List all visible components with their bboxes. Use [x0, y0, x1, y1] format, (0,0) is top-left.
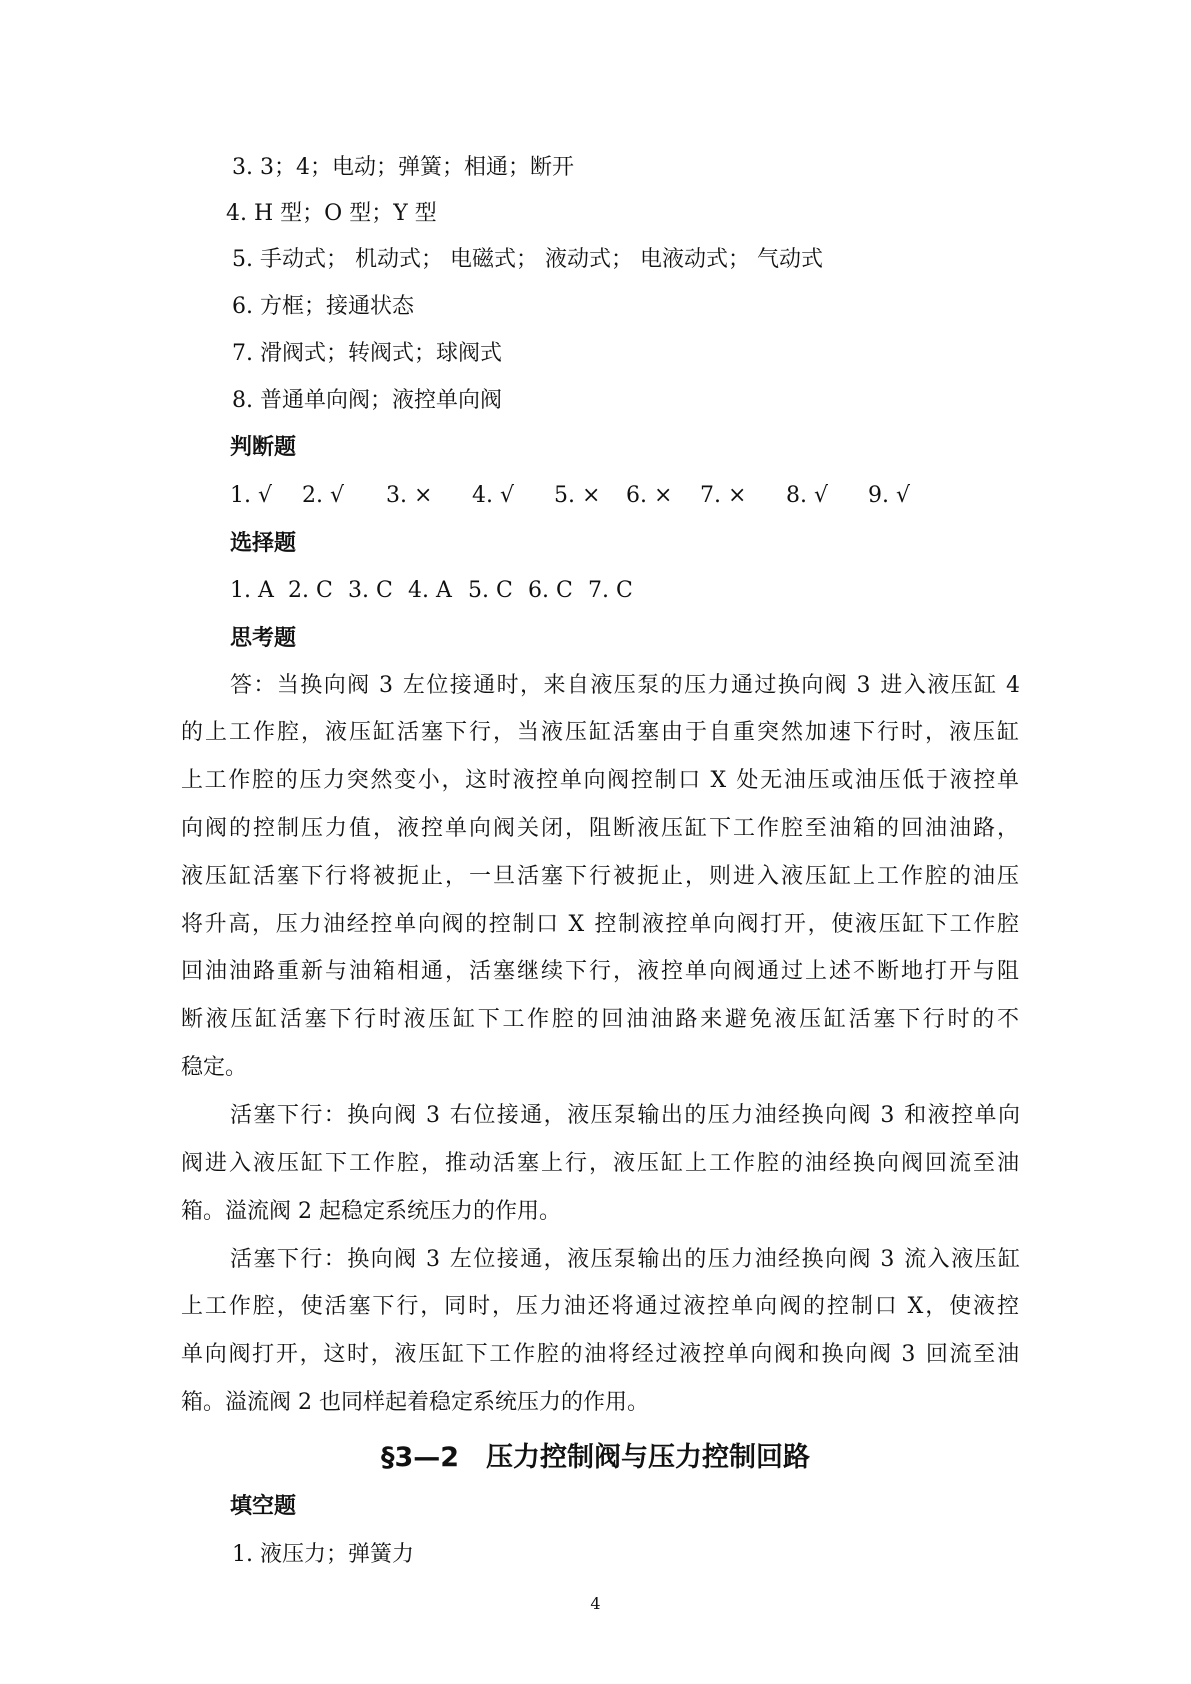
- judgment-answer: 4. √: [472, 483, 515, 508]
- paragraph-line: 液压缸活塞下行将被扼止，一旦活塞下行被扼止，则进入液压缸上工作腔的油压: [181, 864, 1021, 889]
- paragraph-line: 活塞下行：换向阀 3 右位接通，液压泵输出的压力油经换向阀 3 和液控单向: [230, 1103, 1022, 1128]
- choice-answer: 7. C: [588, 578, 633, 603]
- judgment-answer: 2. √: [302, 483, 345, 508]
- paragraph-line: 的上工作腔，液压缸活塞下行，当液压缸活塞由于自重突然加速下行时，液压缸: [181, 720, 1021, 745]
- section-title: §3—2 压力控制阀与压力控制回路: [380, 1442, 811, 1473]
- fill-blank-answer-1: 1. 液压力；弹簧力: [232, 1542, 414, 1567]
- answer-line-4: 4. H 型；O 型；Y 型: [226, 201, 437, 226]
- paragraph-line: 阀进入液压缸下工作腔，推动活塞上行，液压缸上工作腔的油经换向阀回流至油: [181, 1151, 1021, 1176]
- paragraph-line: 稳定。: [181, 1055, 248, 1080]
- paragraph-line: 箱。溢流阀 2 也同样起着稳定系统压力的作用。: [181, 1390, 649, 1415]
- choice-answer: 4. A: [408, 578, 452, 603]
- thinking-heading: 思考题: [230, 626, 297, 651]
- paragraph-line: 上工作腔，使活塞下行，同时，压力油还将通过液控单向阀的控制口 X，使液控: [181, 1294, 1021, 1319]
- paragraph-line: 箱。溢流阀 2 起稳定系统压力的作用。: [181, 1199, 561, 1224]
- paragraph-line: 回油油路重新与油箱相通，活塞继续下行，液控单向阀通过上述不断地打开与阻: [181, 959, 1021, 984]
- paragraph-line: 单向阀打开，这时，液压缸下工作腔的油将经过液控单向阀和换向阀 3 回流至油: [181, 1342, 1021, 1367]
- paragraph-line: 将升高，压力油经控单向阀的控制口 X 控制液控单向阀打开，使液压缸下工作腔: [181, 912, 1021, 937]
- judgment-answer: 7. ×: [700, 483, 747, 508]
- answer-line-5: 5. 手动式； 机动式； 电磁式； 液动式； 电液动式； 气动式: [232, 247, 823, 272]
- judgment-answer: 6. ×: [626, 483, 673, 508]
- paragraph-line: 向阀的控制压力值，液控单向阀关闭，阻断液压缸下工作腔至油箱的回油油路，: [181, 816, 1021, 841]
- paragraph-line: 活塞下行：换向阀 3 左位接通，液压泵输出的压力油经换向阀 3 流入液压缸: [230, 1247, 1022, 1272]
- answer-line-6: 6. 方框；接通状态: [232, 294, 414, 319]
- answer-line-8: 8. 普通单向阀；液控单向阀: [232, 388, 502, 413]
- choice-answer: 2. C: [288, 578, 333, 603]
- judgment-answer: 5. ×: [554, 483, 601, 508]
- choice-answer: 5. C: [468, 578, 513, 603]
- judgment-answer: 3. ×: [386, 483, 433, 508]
- judgment-answer: 1. √: [230, 483, 273, 508]
- page-number: 4: [590, 1594, 601, 1613]
- paragraph-line: 答：当换向阀 3 左位接通时，来自液压泵的压力通过换向阀 3 进入液压缸 4: [230, 673, 1022, 698]
- choice-answer: 6. C: [528, 578, 573, 603]
- judgment-answer: 8. √: [786, 483, 829, 508]
- answer-line-3: 3. 3；4；电动；弹簧；相通；断开: [232, 155, 574, 180]
- choice-heading: 选择题: [230, 531, 297, 556]
- choice-answer: 1. A: [230, 578, 274, 603]
- judgment-answer: 9. √: [868, 483, 911, 508]
- fill-blank-heading: 填空题: [230, 1494, 297, 1519]
- choice-answer: 3. C: [348, 578, 393, 603]
- answer-line-7: 7. 滑阀式；转阀式；球阀式: [232, 341, 502, 366]
- paragraph-line: 断液压缸活塞下行时液压缸下工作腔的回油油路来避免液压缸活塞下行时的不: [181, 1007, 1022, 1032]
- paragraph-line: 上工作腔的压力突然变小，这时液控单向阀控制口 X 处无油压或油压低于液控单: [181, 768, 1021, 793]
- judgment-heading: 判断题: [230, 435, 297, 460]
